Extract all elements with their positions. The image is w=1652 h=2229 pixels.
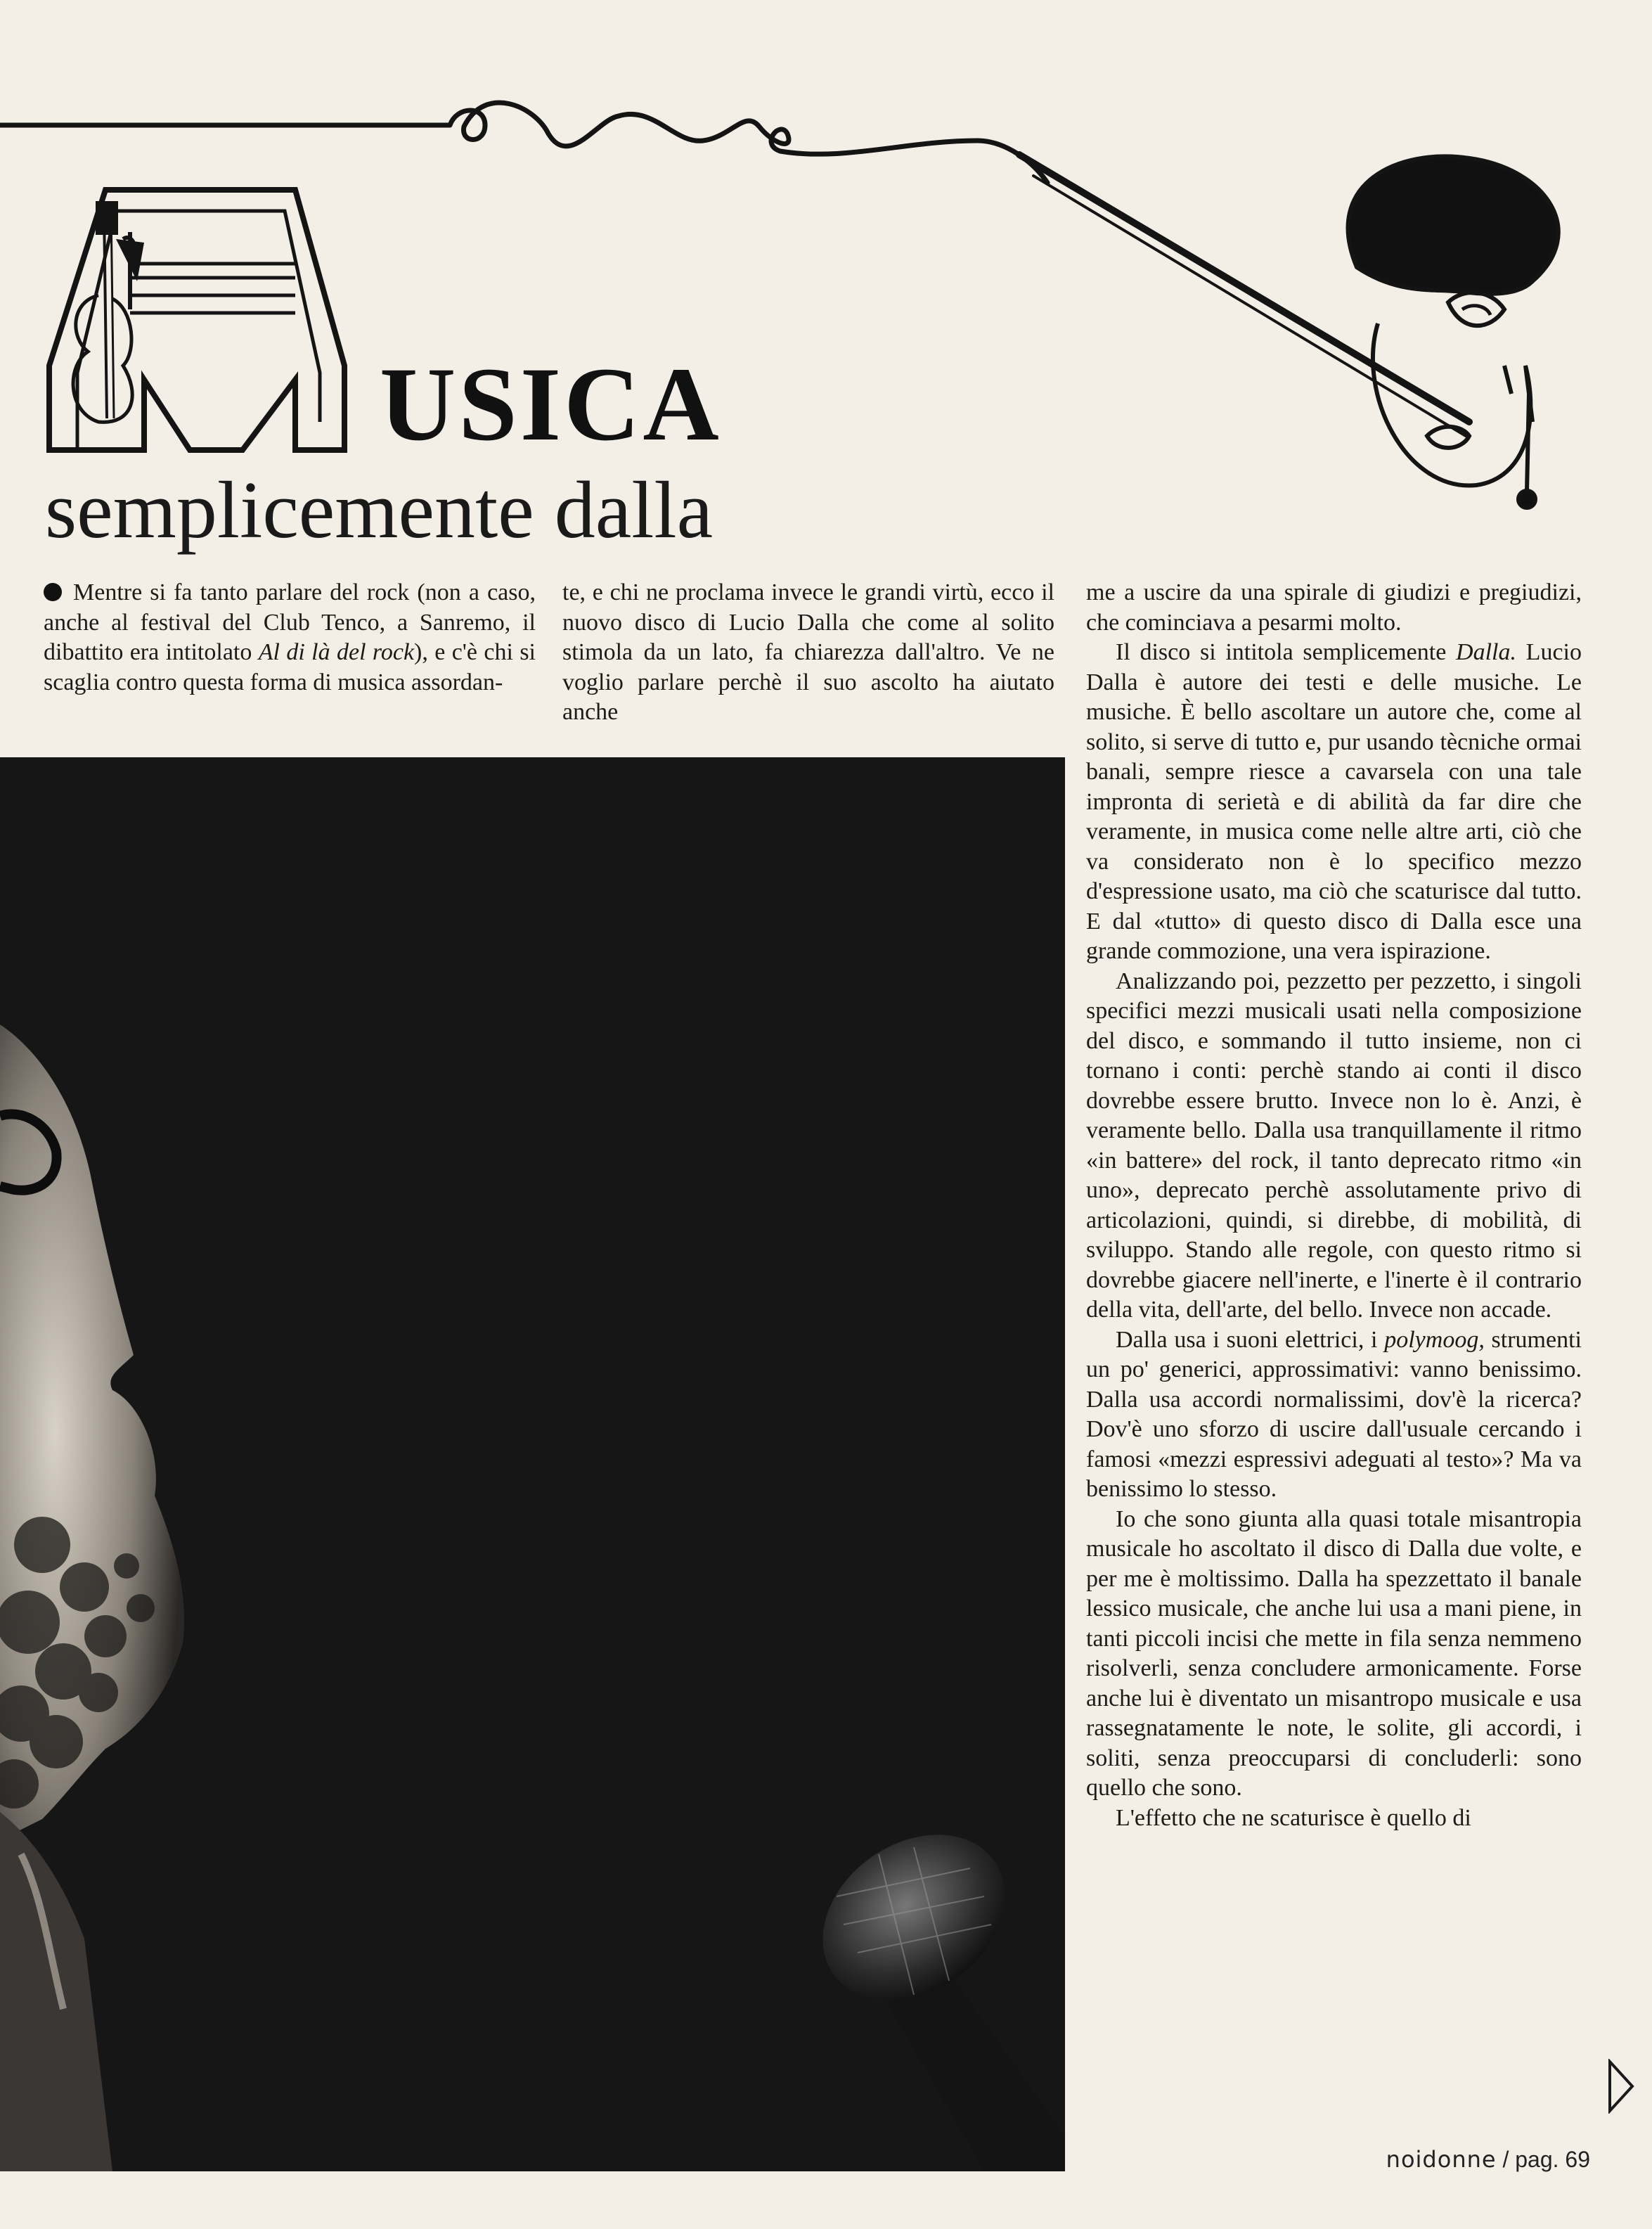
text-column-3 [1086, 578, 1582, 1833]
paragraph: Io che sono giunta alla quasi totale misantropia musicale ho ascoltato il disco di Dalla due volte, e per me è moltissimo. Dalla ha spezzettato il banale lessico musicale, che anche lui usa a mani piene, in tanti piccoli incisi che mette in fila senza nemmeno risolverli, senza concludere armonicamente. Forse anche lui è diventato un misantropo musicale e usa rassegnatamente le note, le solite, gli accordi, i soliti, senza preoccuparsi di concluderli: sono quello che sono. [1086, 1505, 1582, 1801]
face-illustration [1348, 156, 1559, 508]
footer-separator: / [1502, 2147, 1509, 2172]
text-column-2 [562, 578, 1054, 728]
microphone [791, 1801, 1065, 2171]
paragraph: me a uscire da una spirale di giudizi e pregiudizi, che cominciava a pesarmi molto. [1086, 579, 1582, 636]
magazine-name: noidonne [1386, 2146, 1497, 2173]
paragraph: te, e chi ne proclama invece le grandi virtù, ecco il nuovo disco di Lucio Dalla che come al solito stimola da un lato, fa chiarezza dall'altro. Ve ne voglio parlare perchè il suo ascolto ha aiutato anche [562, 579, 1054, 725]
page-number: pag. 69 [1515, 2147, 1590, 2172]
phone-cord [0, 103, 1047, 183]
singer-face [0, 1024, 184, 2171]
header-illustration [0, 0, 1652, 534]
bullet-icon [44, 583, 62, 601]
page-footer [1386, 2146, 1590, 2173]
paragraph: Il disco si intitola semplicemente Dalla. Lucio Dalla è autore dei testi e delle musiche. Le musiche. È bello ascoltare un autore che, come al solito, si serve di tutto e, pur usando tècniche ormai banali, sempre riesce a cavarsela con una tale impronta di serietà e di abilità da far dire che veramente, in musica come nelle altre arti, ciò che va considerato non è lo specifico mezzo d'espressione usato, ma ciò che scaturisce dal tutto. E dal «tutto» di questo disco di Dalla esce una grande commozione, una vera ispirazione. [1086, 639, 1582, 964]
article-subtitle: semplicemente dalla [45, 465, 714, 555]
text-column-1 [44, 578, 536, 698]
headline-word: USICA [380, 346, 722, 463]
paragraph: Analizzando poi, pezzetto per pezzetto, i singoli specifici mezzi musicali usati nella composizione del disco, e sommando il tutto insieme, non ci tornano i conti: perchè stando ai conti il disco dovrebbe essere brutto. Invece non lo è. Anzi, è veramente bello. Dalla usa tranquillamente il ritmo «in battere» del rock, il tanto deprecato ritmo «in uno», deprecato perchè assolutamente privo di articolazioni, quindi, si direbbe, di mobilità, di sviluppo. Stando alle regole, con questo ritmo si dovrebbe giacere nell'inerte, e l'inerte è il contrario della vita, dell'arte, del bello. Invece non accade. [1086, 968, 1582, 1323]
continue-arrow-icon [1606, 2059, 1637, 2114]
paragraph: Dalla usa i suoni elettrici, i polymoog, strumenti un po' generici, approssimativi: vanno benissimo. Dalla usa accordi normalissimi, dov'è la ricerca? Dov'è uno sforzo di uscire dall'usuale cercando i famosi «mezzi espressivi adeguati al testo»? Ma va benissimo lo stesso. [1086, 1326, 1582, 1502]
paragraph: L'effetto che ne scaturisce è quello di [1116, 1804, 1471, 1831]
decorative-letter-m [49, 190, 344, 450]
singer-photo [0, 757, 1065, 2171]
paragraph: Mentre si fa tanto parlare del rock (non a caso, anche al festival del Club Tenco, a Sanremo, il dibattito era intitolato Al di là del rock), e c'è chi si scaglia contro questa forma di musica assordan- [44, 579, 536, 695]
